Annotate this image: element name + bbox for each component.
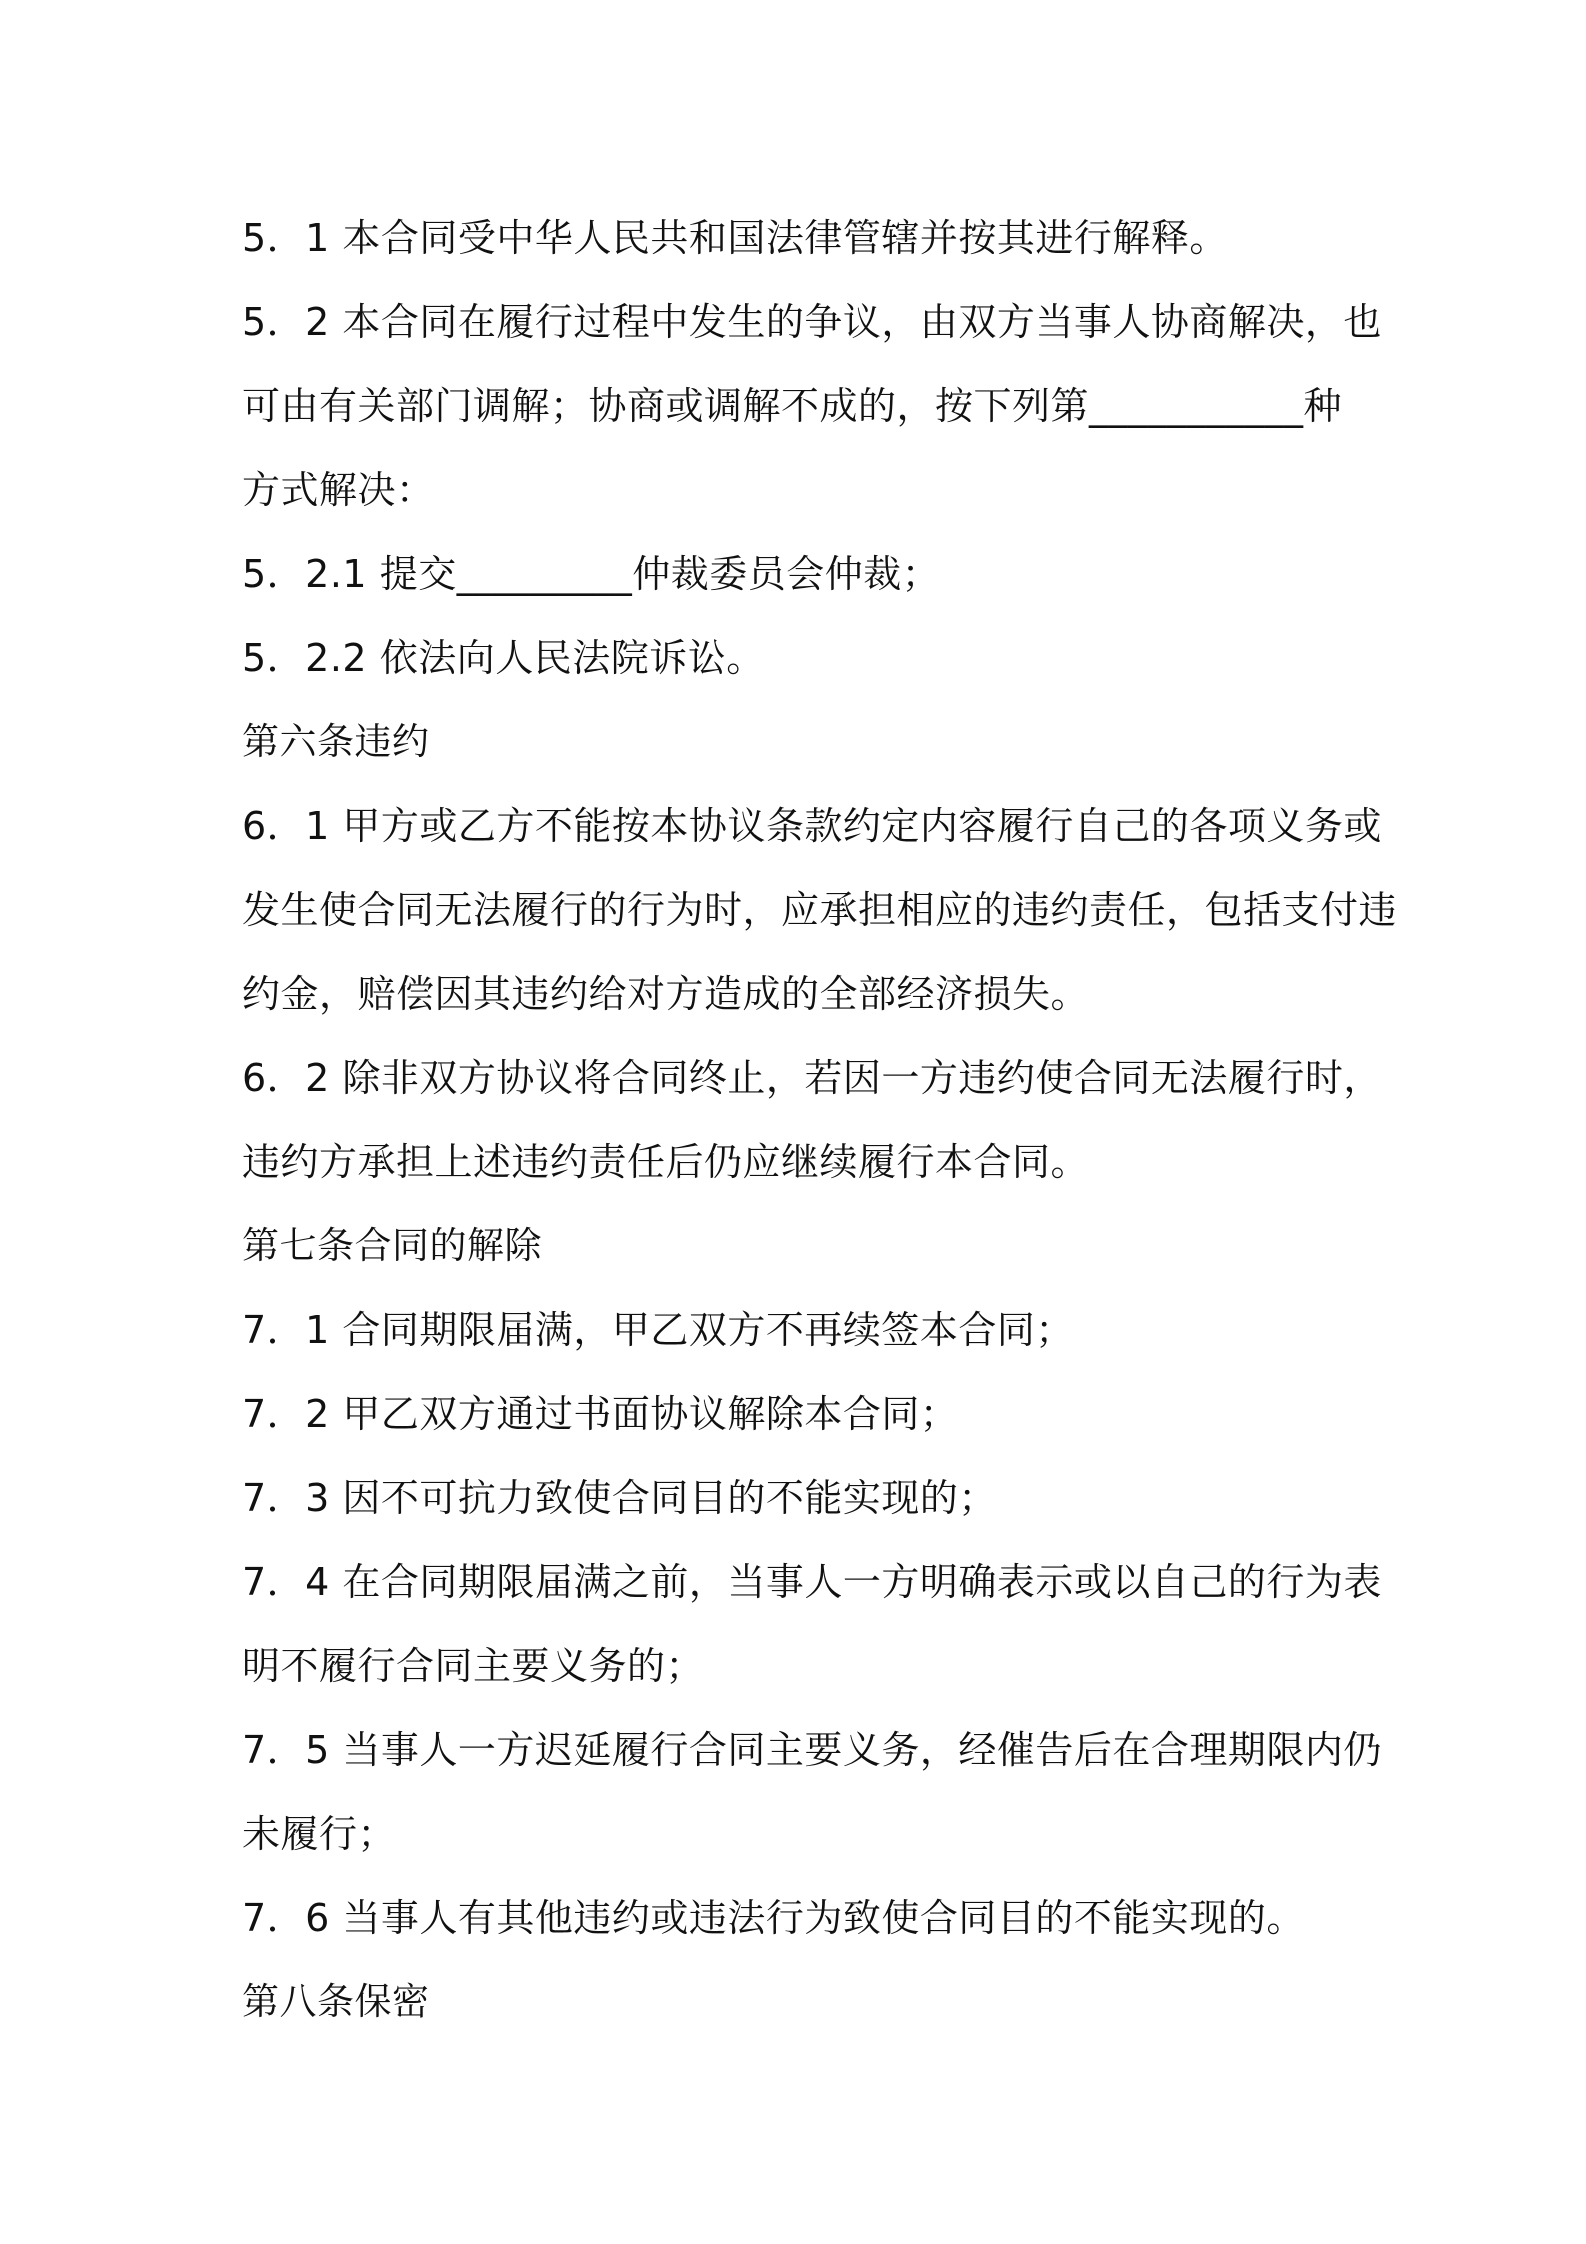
clause-6-1-line-1: 6．1 甲方或乙方不能按本协议条款约定内容履行自己的各项义务或 (242, 804, 1382, 848)
clause-5-2-1: 5．2.1 提交_________仲裁委员会仲裁； (242, 552, 941, 596)
article-7-heading: 第七条合同的解除 (242, 1224, 542, 1267)
clause-7-5-line-1: 7．5 当事人一方迟延履行合同主要义务，经催告后在合理期限内仍 (242, 1728, 1382, 1772)
contract-text (242, 196, 1398, 2044)
clause-5-2-line-1: 5．2 本合同在履行过程中发生的争议，由双方当事人协商解决，也 (242, 300, 1382, 344)
clause-7-4-line-2: 明不履行合同主要义务的； (242, 1644, 705, 1688)
article-8-heading: 第八条保密 (242, 1980, 430, 2023)
clause-6-2-line-1: 6．2 除非双方协议将合同终止，若因一方违约使合同无法履行时， (242, 1056, 1382, 1100)
clause-5-2-line-3: 方式解决： (242, 468, 435, 512)
clause-7-4-line-1: 7．4 在合同期限届满之前，当事人一方明确表示或以自己的行为表 (242, 1560, 1382, 1604)
clause-6-1-line-2: 发生使合同无法履行的行为时，应承担相应的违约责任，包括支付违 (242, 888, 1398, 932)
clause-5-2-line-2: 可由有关部门调解；协商或调解不成的，按下列第___________种 (242, 384, 1343, 428)
clause-7-1: 7．1 合同期限届满，甲乙双方不再续签本合同； (242, 1308, 1074, 1352)
article-6-heading: 第六条违约 (242, 720, 430, 763)
clause-7-3: 7．3 因不可抗力致使合同目的不能实现的； (242, 1476, 997, 1520)
clause-6-1-line-3: 约金，赔偿因其违约给对方造成的全部经济损失。 (242, 972, 1090, 1016)
clause-5-2-2: 5．2.2 依法向人民法院诉讼。 (242, 636, 765, 680)
clause-5-1: 5．1 本合同受中华人民共和国法律管辖并按其进行解释。 (242, 216, 1228, 260)
clause-7-6: 7．6 当事人有其他违约或违法行为致使合同目的不能实现的。 (242, 1896, 1305, 1940)
clause-6-2-line-2: 违约方承担上述违约责任后仍应继续履行本合同。 (242, 1140, 1090, 1184)
clause-7-5-line-2: 未履行； (242, 1812, 397, 1856)
clause-7-2: 7．2 甲乙双方通过书面协议解除本合同； (242, 1392, 959, 1436)
